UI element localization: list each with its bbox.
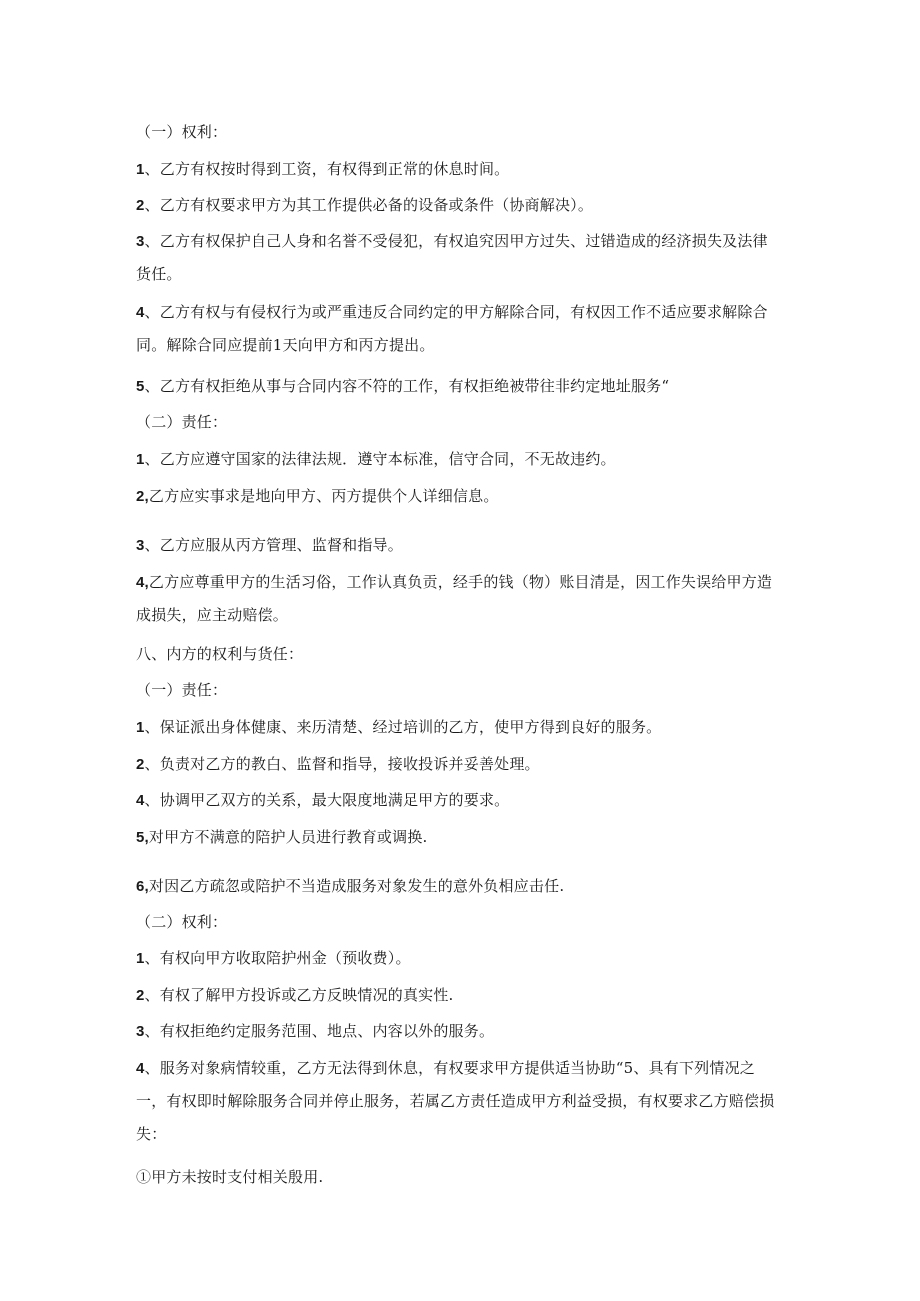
paragraph-item: 2、有权了解甲方投诉或乙方反映情况的真实性.: [136, 986, 454, 1004]
paragraph-item: 2、负责对乙方的教白、监督和指导，接收投诉并妥善处理。: [136, 755, 540, 773]
paragraph-item: 5,对甲方不满意的陪护人员进行教育或调换.: [136, 828, 428, 846]
paragraph-item: 4、乙方有权与有侵权行为或严重违反合同约定的甲方解除合同，有权因工作不适应要求解除合同。解除合同应提前1天向甲方和丙方提出。: [136, 303, 768, 354]
paragraph-item: 3、乙方应服从丙方管理、监督和指导。: [136, 536, 403, 554]
paragraph-item: 5、乙方有权拒绝从事与合同内容不符的工作，有权拒绝被带往非约定地址服务“: [136, 377, 670, 395]
paragraph-item: 1、有权向甲方收取陪护州金（预收费）。: [136, 949, 411, 967]
paragraph-item: 4、协调甲乙双方的关系，最大限度地满足甲方的要求。: [136, 791, 510, 809]
paragraph-item: 3、乙方有权保护自己人身和名誉不受侵犯，有权追究因甲方过失、过错造成的经济损失及法律货任。: [136, 232, 768, 283]
section-heading-rights-2: （二）权利：: [136, 913, 228, 931]
paragraph-item: 4、服务对象病情较重，乙方无法得到休息，有权要求甲方提供适当协助“5、具有下列情况之一，有权即时解除服务合同并停止服务，若属乙方责任造成甲方利益受损，有权要求乙方赔偿损失：: [136, 1059, 775, 1143]
section-heading-duties-2: （一）责任：: [136, 681, 228, 699]
section-heading-rights-1: （一）权利：: [136, 123, 228, 141]
paragraph-item: 3、有权拒绝约定服务范围、地点、内容以外的服务。: [136, 1022, 495, 1040]
paragraph-item: 1、乙方应遵守国家的法律法规．遵守本标准，信守合同，不无故违约。: [136, 450, 616, 468]
paragraph-item: 4,乙方应尊重甲方的生活习俗，工作认真负贡，经手的钱（物）账目清是，因工作失误给甲方造成损失，应主动赔偿。: [136, 573, 773, 624]
paragraph-item: 1、乙方有权按时得到工资，有权得到正常的休息时间。: [136, 160, 510, 178]
paragraph-item: 2、乙方有权要求甲方为其工作提供必备的设备或条件（协商解决）。: [136, 196, 594, 214]
section-heading-part-8: 八、内方的权利与货任：: [136, 645, 304, 663]
paragraph-item: 6,对因乙方疏忽或陪护不当造成服务对象发生的意外负相应击任.: [136, 877, 565, 895]
section-heading-duties-1: （二）责任：: [136, 413, 228, 431]
paragraph-item: 1、保证派出身体健康、来历清楚、经过培训的乙方，使甲方得到良好的服务。: [136, 718, 662, 736]
paragraph-item: ①甲方未按时支付相关殷用.: [136, 1168, 324, 1186]
paragraph-item: 2,乙方应实事求是地向甲方、丙方提供个人详细信息。: [136, 487, 499, 505]
